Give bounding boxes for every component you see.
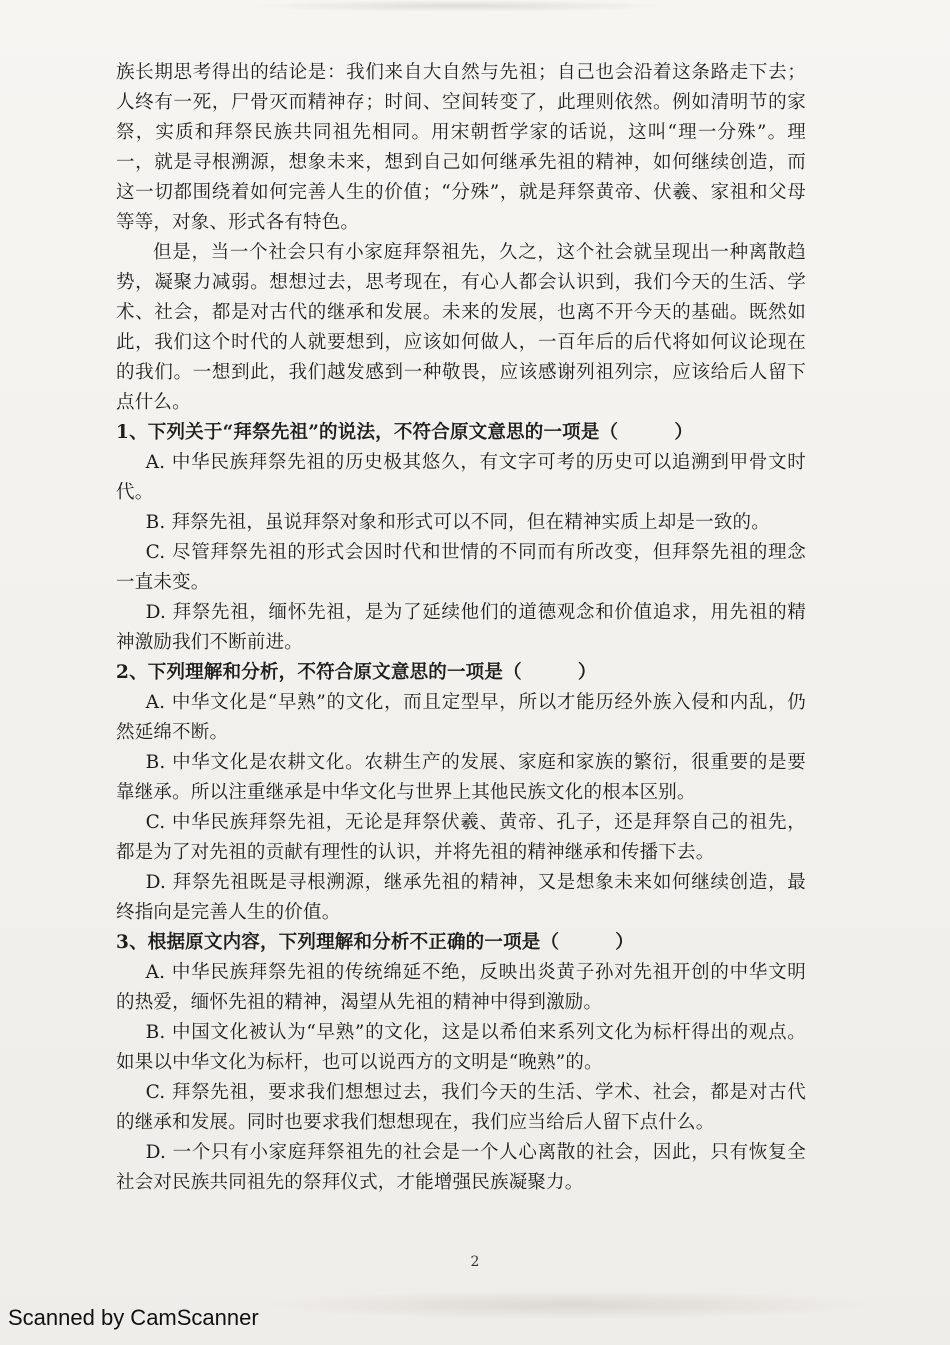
question-3 <box>116 928 806 1198</box>
page-number: 2 <box>470 1254 480 1270</box>
question-1-option-b: B. 拜祭先祖，虽说拜祭对象和形式可以不同，但在精神实质上却是一致的。 <box>145 512 770 533</box>
question-1-option-a: A. 中华民族拜祭先祖的历史极其悠久，有文字可考的历史可以追溯到甲骨文时代。 <box>116 452 806 503</box>
question-3-option-a: A. 中华民族拜祭先祖的传统绵延不绝，反映出炎黄子孙对先祖开创的中华文明的热爱，缅怀先祖的精神，渴望从先祖的精神中得到激励。 <box>116 962 806 1013</box>
question-2-option-c: C. 中华民族拜祭先祖，无论是拜祭伏羲、黄帝、孔子，还是拜祭自己的祖先，都是为了对先祖的贡献有理性的认识，并将先祖的精神继承和传播下去。 <box>116 812 806 863</box>
document-body <box>116 58 806 1198</box>
question-2-option-d: D. 拜祭先祖既是寻根溯源，继承先祖的精神，又是想象未来如何继续创造，最终指向是完善人生的价值。 <box>116 872 806 923</box>
question-3-stem: 3、根据原文内容，下列理解和分析不正确的一项是（ ） <box>116 932 634 953</box>
question-3-option-c: C. 拜祭先祖，要求我们想想过去，我们今天的生活、学术、社会，都是对古代的继承和发展。同时也要求我们想想现在，我们应当给后人留下点什么。 <box>116 1082 806 1133</box>
scan-smudge-bottom <box>260 1290 880 1320</box>
question-2-option-b: B. 中华文化是农耕文化。农耕生产的发展、家庭和家族的繁衍，很重要的是要靠继承。所以注重继承是中华文化与世界上其他民族文化的根本区别。 <box>116 752 806 803</box>
question-1-stem: 1、下列关于“拜祭先祖”的说法，不符合原文意思的一项是（ ） <box>116 422 694 443</box>
question-3-option-d: D. 一个只有小家庭拜祭祖先的社会是一个人心离散的社会，因此，只有恢复全社会对民族共同祖先的祭拜仪式，才能增强民族凝聚力。 <box>116 1142 806 1193</box>
passage-paragraph-1: 族长期思考得出的结论是：我们来自大自然与先祖；自己也会沿着这条路走下去；人终有一死，尸骨灭而精神存；时间、空间转变了，此理则依然。例如清明节的家祭，实质和拜祭民族共同祖先相同。用宋朝哲学家的话说，这叫“理一分殊”。理一，就是寻根溯源，想象未来，想到自己如何继承先祖的精神，如何继续创造，而这一切都围绕着如何完善人生的价值；“分殊”，就是拜祭黄帝、伏羲、家祖和父母等等，对象、形式各有特色。 <box>116 62 806 233</box>
question-1-option-c: C. 尽管拜祭先祖的形式会因时代和世情的不同而有所改变，但拜祭先祖的理念一直未变。 <box>116 542 806 593</box>
question-2-option-a: A. 中华文化是“早熟”的文化，而且定型早，所以才能历经外族入侵和内乱，仍然延绵不断。 <box>116 692 806 743</box>
question-1-option-d: D. 拜祭先祖，缅怀先祖，是为了延续他们的道德观念和价值追求，用先祖的精神激励我们不断前进。 <box>116 602 806 653</box>
question-2-stem: 2、下列理解和分析，不符合原文意思的一项是（ ） <box>116 662 597 683</box>
scan-smudge-top <box>250 0 670 12</box>
scanner-watermark: Scanned by CamScanner <box>8 1305 259 1330</box>
passage-paragraph-2: 但是，当一个社会只有小家庭拜祭祖先，久之，这个社会就呈现出一种离散趋势，凝聚力减弱。想想过去，思考现在，有心人都会认识到，我们今天的生活、学术、社会，都是对古代的继承和发展。未来的发展，也离不开今天的基础。既然如此，我们这个时代的人就要想到，应该如何做人，一百年后的后代将如何议论现在的我们。一想到此，我们越发感到一种敬畏，应该感谢列祖列宗，应该给后人留下点什么。 <box>116 242 806 413</box>
question-2 <box>116 658 806 928</box>
question-3-option-b: B. 中国文化被认为“早熟”的文化，这是以希伯来系列文化为标杆得出的观点。如果以中华文化为标杆，也可以说西方的文明是“晚熟”的。 <box>116 1022 806 1073</box>
question-1 <box>116 418 806 658</box>
